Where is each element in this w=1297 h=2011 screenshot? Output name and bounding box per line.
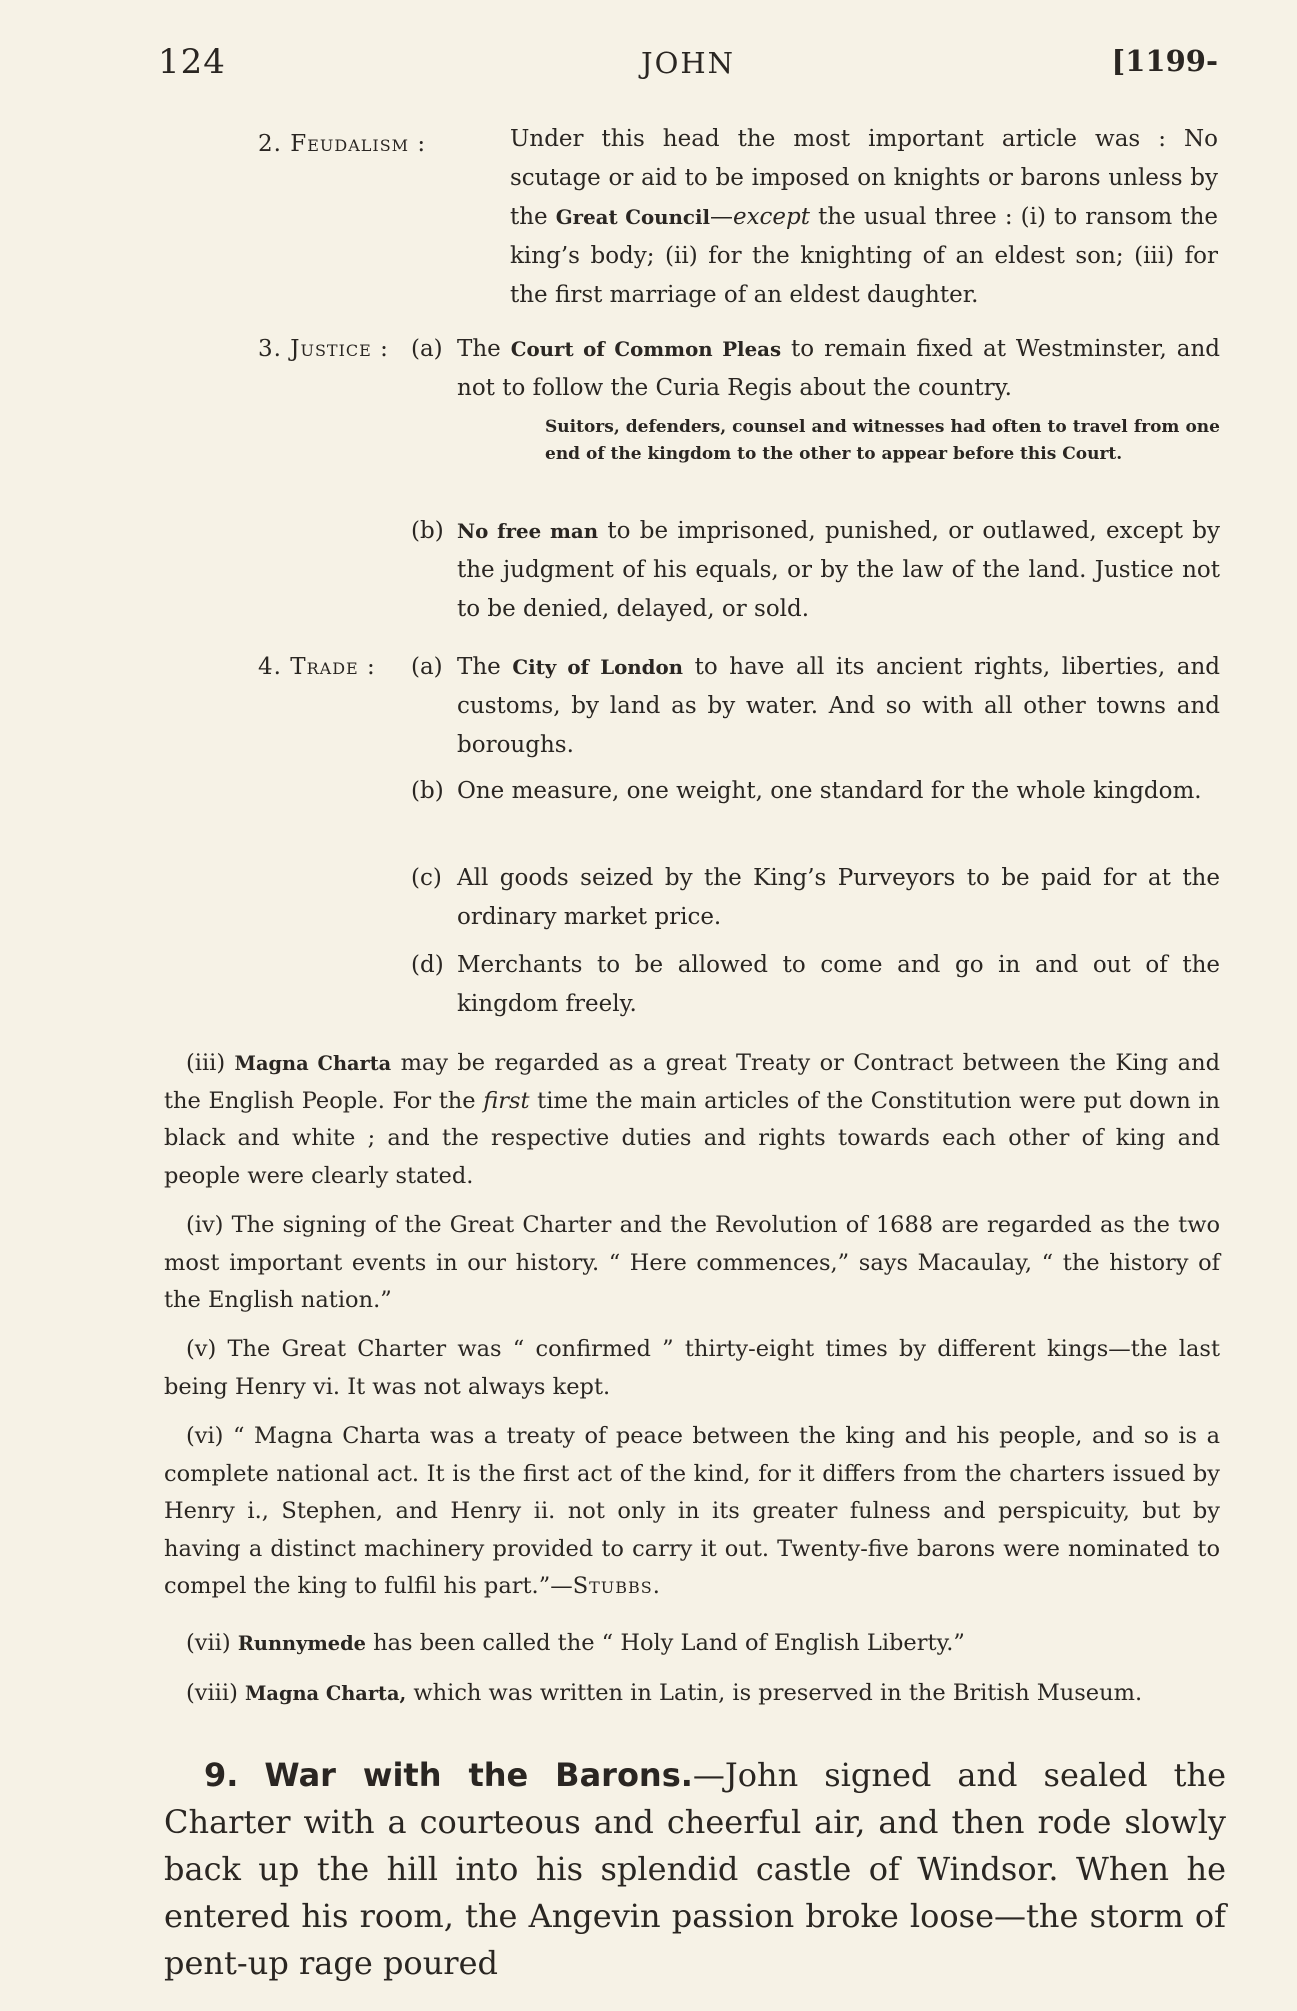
- paragraph-vi: [164, 1418, 1220, 1606]
- section-9: [164, 1752, 1226, 1987]
- first-term: first: [483, 1087, 530, 1114]
- running-title: JOHN: [640, 46, 736, 80]
- city-of-london-term: City of London: [512, 655, 684, 679]
- paragraph-iii-pre: may be regarded as a great Treaty or Contract between the King and the English People. For the: [164, 1050, 1220, 1114]
- trade-b-clause: One measure, one weight, one standard for the whole kingdom.: [457, 778, 1202, 804]
- paragraph-viii-text: which was written in Latin, is preserved in the British Museum.: [406, 1680, 1143, 1706]
- paragraph-iv-marker: (iv): [186, 1212, 224, 1238]
- except-term: except: [732, 204, 811, 230]
- justice-b-post: to be imprisoned, punished, or outlawed, except by the judgment of his equals, or by the law of the land. Justice not to be denied, delayed, or sold.: [457, 518, 1220, 622]
- trade-label: 4. Trade :: [258, 654, 376, 680]
- paragraph-viii-marker: (viii): [186, 1680, 238, 1706]
- no-free-man-term: No free man: [457, 519, 599, 543]
- section-title: War with the Barons.: [264, 1756, 693, 1794]
- paragraph-vii-text: has been called the “ Holy Land of English Liberty.”: [365, 1630, 965, 1656]
- feudalism-clause: [510, 120, 1218, 315]
- paragraph-vii: [164, 1625, 1220, 1663]
- paragraph-viii: [164, 1675, 1220, 1713]
- justice-note: Suitors, defenders, counsel and witnesses had often to travel from one end of the kingdom to the other to appear before this Court.: [545, 417, 1220, 464]
- feudalism-dash: —: [709, 204, 733, 230]
- justice-b-marker: (b): [411, 518, 444, 544]
- trade-c-clause: All goods seized by the King’s Purveyors to be paid for at the ordinary market price.: [457, 865, 1220, 930]
- trade-a-clause: [457, 648, 1220, 765]
- trade-d-clause: Merchants to be allowed to come and go in and out of the kingdom freely.: [457, 952, 1220, 1017]
- feudalism-label: 2. Feudalism :: [258, 131, 427, 157]
- magna-charta-term-2: Magna Charta,: [245, 1682, 407, 1705]
- trade-a-marker: (a): [411, 654, 443, 680]
- paragraph-iii: [164, 1045, 1220, 1195]
- justice-a-marker: (a): [411, 336, 443, 362]
- stubbs-attribution: Stubbs.: [572, 1573, 661, 1599]
- magna-charta-term: Magna Charta: [234, 1052, 392, 1075]
- court-of-common-pleas-term: Court of Common Pleas: [510, 337, 782, 361]
- section-text: —John signed and sealed the Charter with a courteous and cheerful air, and then rode slowly back up the hill into his splendid castle of Windsor. When he entered his room, the Angevin passion broke loose—the storm of pent-up rage poured: [164, 1756, 1227, 1982]
- great-council-term: Great Council: [555, 205, 710, 229]
- paragraph-iii-post: time the main articles of the Constitution were put down in black and white ; and the respective duties and rights towards each other of king and people were clearly stated.: [164, 1087, 1220, 1189]
- paragraph-v: [164, 1331, 1220, 1406]
- page-number: 124: [158, 42, 226, 82]
- justice-label: 3. Justice :: [258, 336, 389, 362]
- runnymede-term: Runnymede: [237, 1632, 366, 1655]
- justice-a-clause: [457, 330, 1220, 408]
- paragraph-vii-marker: (vii): [186, 1630, 231, 1656]
- paragraph-vi-marker: (vi): [186, 1423, 224, 1449]
- year-range-mark: [1199-: [1111, 44, 1218, 78]
- paragraph-vi-text: “ Magna Charta was a treaty of peace between the king and his people, and so is a complete national act. It is the first act of the kind, for it differs from the charters issued by Henry i., Stephen, and Henry ii. not only in its greater fulness and perspicuity, but by having a distinct machinery provided to carry it out. Twenty-five barons were nominated to compel the king to fulfil his part.”—: [164, 1423, 1220, 1599]
- justice-a-post: to remain fixed at Westminster, and not to follow the Curia Regis about the country.: [457, 336, 1220, 401]
- paragraph-iv-text: The signing of the Great Charter and the Revolution of 1688 are regarded as the two most important events in our history. “ Here commences,” says Macaulay, “ the history of the English nation.”: [164, 1212, 1220, 1313]
- section-number: 9.: [204, 1756, 239, 1794]
- trade-b-marker: (b): [411, 778, 444, 804]
- paragraph-v-marker: (v): [186, 1336, 217, 1362]
- feudalism-text-b: the usual three : (i) to ransom the king’s body; (ii) for the knighting of an eldest son; (iii) for the first marriage of an eldest daughter.: [510, 204, 1219, 308]
- feudalism-text-a: Under this head the most important article was : No scutage or aid to be imposed on knights or barons unless by the: [510, 126, 1218, 230]
- paragraph-v-text: The Great Charter was “ confirmed ” thirty-eight times by different kings—the last being Henry vi. It was not always kept.: [164, 1336, 1220, 1400]
- trade-a-pre: The: [457, 654, 513, 680]
- trade-c-marker: (c): [411, 865, 442, 891]
- justice-a-pre: The: [457, 336, 511, 362]
- trade-d-marker: (d): [411, 952, 444, 978]
- paragraph-iii-marker: (iii): [186, 1050, 226, 1076]
- justice-b-clause: [457, 512, 1220, 629]
- trade-a-post: to have all its ancient rights, liberties, and customs, by land as by water. And so with all other towns and boroughs.: [457, 654, 1221, 758]
- paragraph-iv: [164, 1207, 1220, 1320]
- running-head: [158, 42, 1218, 92]
